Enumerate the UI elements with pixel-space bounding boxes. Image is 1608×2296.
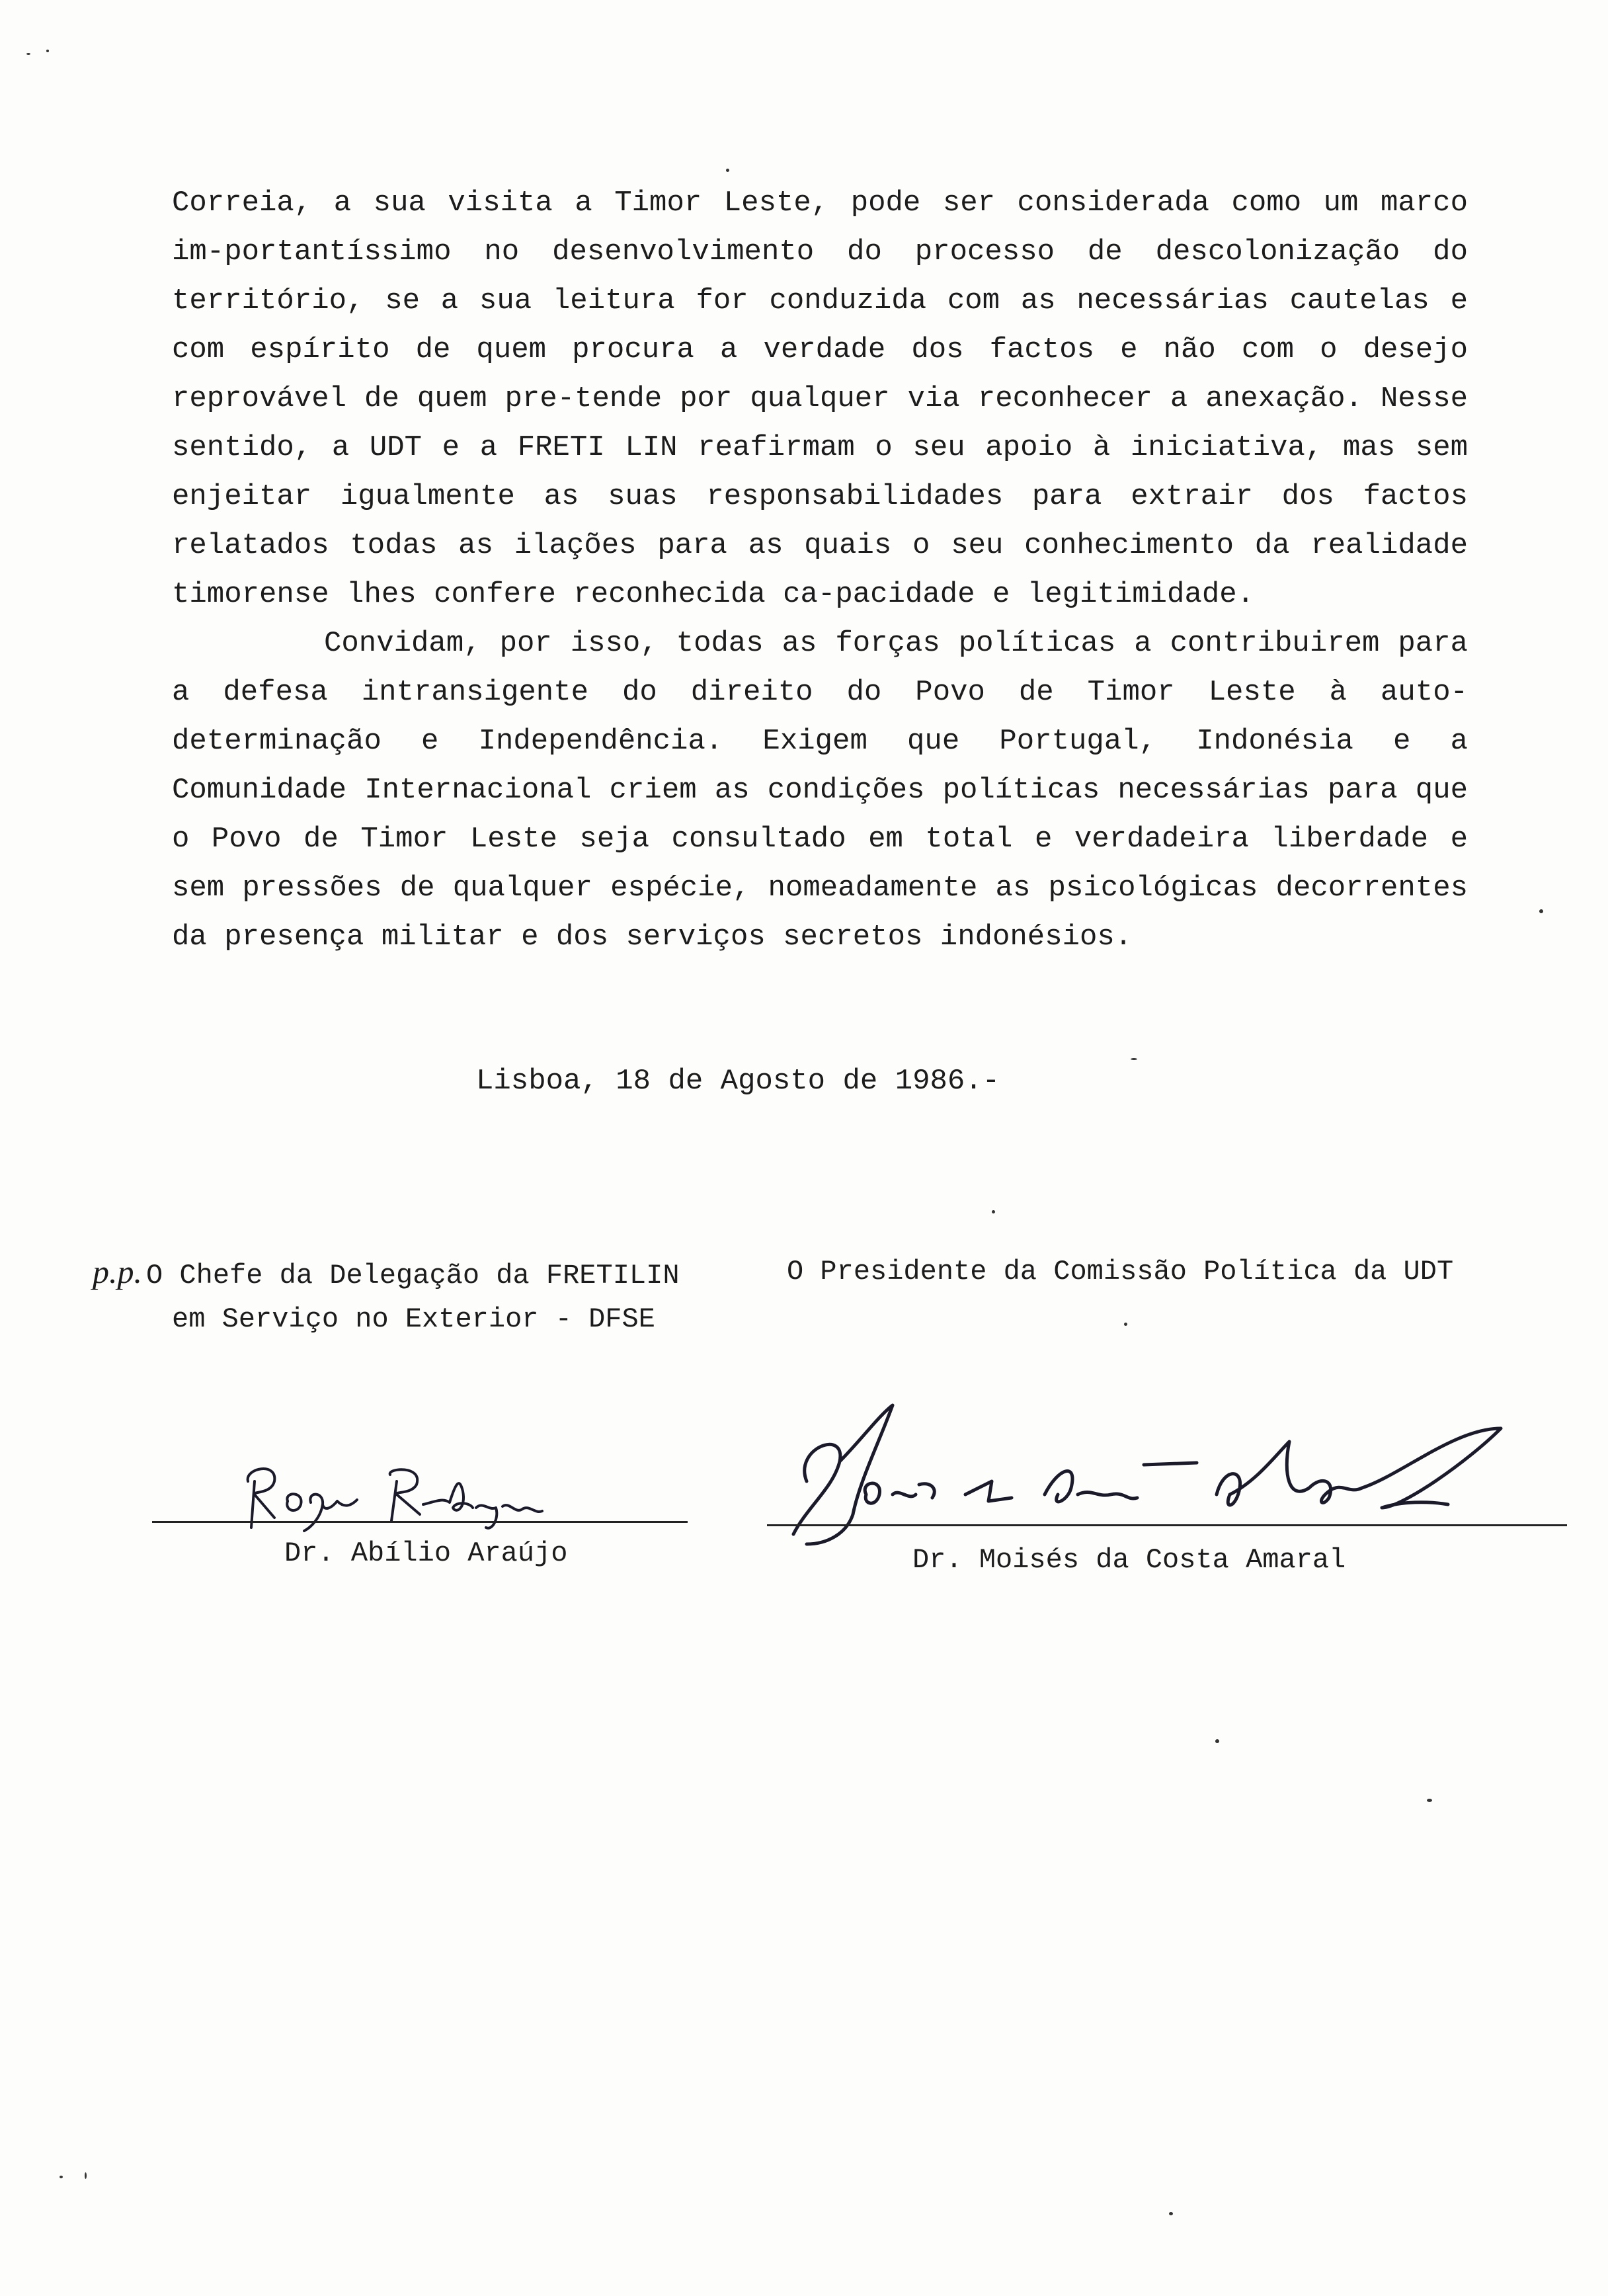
left-title-line-1 bbox=[93, 1250, 701, 1297]
scan-speck bbox=[1215, 1739, 1219, 1743]
paragraph-1: Correia, a sua visita a Timor Leste, pode ser considerada como um marco im-portantíssimo no desenvolvimento do processo de descolonização do território, se a sua leitura for conduzida com as necessárias cautelas e com espírito de quem procura a verdade dos factos e não com o desejo reprovável de quem pre-tende por qualquer via reconhecer a anexação. Nesse sentido, a UDT e a FRETI LIN reafirmam o seu apoio à iniciativa, mas sem enjeitar igualmente as suas responsabilidades para extrair dos factos relatados todas as ilações para as quais o seu conhecimento da realidade timorense lhes confere reconhecida ca-pacidade e legitimidade. bbox=[172, 186, 1468, 611]
scan-speck bbox=[26, 53, 30, 55]
left-title-line-2: em Serviço no Exterior - DFSE bbox=[172, 1303, 655, 1335]
scan-speck bbox=[85, 2172, 87, 2179]
signer-name-right: Dr. Moisés da Costa Amaral bbox=[912, 1544, 1346, 1576]
signatory-left-title bbox=[93, 1250, 701, 1341]
dateline: Lisboa, 18 de Agosto de 1986.- bbox=[476, 1065, 1000, 1098]
signature-right bbox=[767, 1402, 1527, 1561]
signature-line-right bbox=[767, 1524, 1567, 1526]
left-title-text: O Chefe da Delegação da FRETILIN bbox=[146, 1260, 680, 1292]
scan-speck bbox=[1427, 1799, 1432, 1802]
scan-speck bbox=[60, 2176, 63, 2178]
letter-body bbox=[172, 179, 1468, 962]
pp-mark: p.p. bbox=[93, 1253, 142, 1290]
scan-speck bbox=[1169, 2212, 1173, 2215]
scan-speck bbox=[992, 1210, 995, 1213]
signature-line-left bbox=[152, 1521, 688, 1523]
scan-speck bbox=[1539, 909, 1543, 913]
right-title-line-1: O Presidente da Comissão Política da UDT bbox=[787, 1256, 1454, 1288]
signer-name-left: Dr. Abílio Araújo bbox=[284, 1538, 568, 1569]
scan-speck bbox=[46, 50, 49, 52]
scan-speck bbox=[1131, 1058, 1137, 1060]
scan-speck bbox=[726, 169, 729, 172]
scan-speck bbox=[1124, 1323, 1127, 1326]
signatory-right-title bbox=[787, 1250, 1547, 1293]
paragraph-2: Convidam, por isso, todas as forças políticas a contribuirem para a defesa intransigente do direito do Povo de Timor Leste à auto-determinação e Independência. Exigem que Portugal, Indonésia e a Comunidade Internacional criem as condições políticas necessárias para que o Povo de Timor Leste seja consultado em total e verdadeira liberdade e sem pressões de qualquer espécie, nomeadamente as psicológicas decorrentes da presença militar e dos serviços secretos indonésios. bbox=[172, 627, 1468, 954]
